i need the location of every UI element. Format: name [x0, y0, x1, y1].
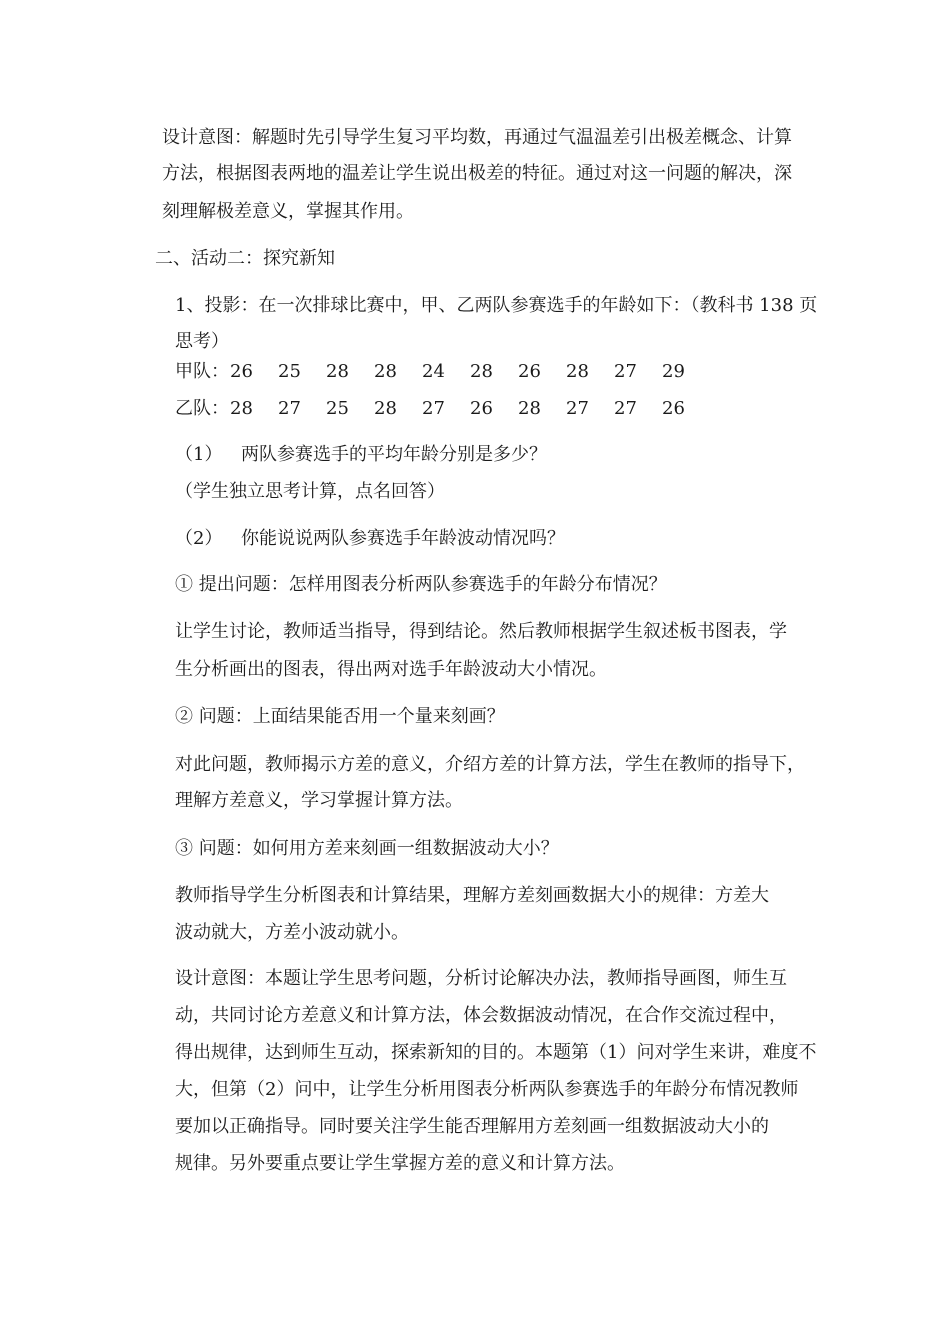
age-value: 25 [278, 361, 301, 382]
age-value: 25 [326, 398, 349, 419]
team-row-jia [175, 360, 735, 384]
question-number: （1） [175, 444, 223, 465]
age-value: 24 [422, 361, 445, 382]
item-1-heading: ① 提出问题：怎样用图表分析两队参赛选手的年龄分布情况？ [175, 574, 667, 595]
item-2-body-line-1: 对此问题，教师揭示方差的意义，介绍方差的计算方法，学生在教师的指导下， [175, 754, 805, 775]
question-text: 你能说说两队参赛选手年龄波动情况吗？ [241, 528, 565, 549]
age-value: 28 [566, 361, 589, 382]
age-value: 27 [566, 398, 589, 419]
age-value: 26 [662, 398, 685, 419]
age-value: 28 [230, 398, 253, 419]
age-value: 27 [278, 398, 301, 419]
design-intent-1-line-2: 方法，根据图表两地的温差让学生说出极差的特征。通过对这一问题的解决，深 [162, 163, 792, 184]
design-intent-2-line-1: 设计意图：本题让学生思考问题，分析讨论解决办法，教师指导画图，师生互 [175, 968, 787, 989]
age-value: 27 [614, 398, 637, 419]
age-value: 28 [470, 361, 493, 382]
projection-line-2: 思考） [175, 331, 229, 352]
age-value: 28 [374, 398, 397, 419]
age-value: 26 [518, 361, 541, 382]
design-intent-2-line-6: 规律。另外要重点要让学生掌握方差的意义和计算方法。 [175, 1153, 625, 1174]
design-intent-2-line-2: 动，共同讨论方差意义和计算方法，体会数据波动情况，在合作交流过程中， [175, 1005, 787, 1026]
item-3-heading: ③ 问题：如何用方差来刻画一组数据波动大小？ [175, 838, 559, 859]
section-heading: 二、活动二：探究新知 [155, 248, 335, 269]
question-1 [175, 443, 775, 467]
team-label: 甲队： [175, 361, 229, 382]
question-number: （2） [175, 528, 223, 549]
design-intent-2-line-4: 大，但第（2）问中，让学生分析用图表分析两队参赛选手的年龄分布情况教师 [175, 1079, 799, 1100]
age-value: 29 [662, 361, 685, 382]
question-1-note: （学生独立思考计算，点名回答） [175, 481, 445, 502]
item-1-body-line-1: 让学生讨论，教师适当指导，得到结论。然后教师根据学生叙述板书图表，学 [175, 621, 787, 642]
item-2-body-line-2: 理解方差意义，学习掌握计算方法。 [175, 790, 463, 811]
projection-line-1: 1、投影：在一次排球比赛中，甲、乙两队参赛选手的年龄如下：（教科书 138 页 [175, 295, 818, 316]
design-intent-2-line-3: 得出规律，达到师生互动，探索新知的目的。本题第（1）问对学生来讲，难度不 [175, 1042, 817, 1063]
age-value: 26 [470, 398, 493, 419]
item-3-body-line-1: 教师指导学生分析图表和计算结果，理解方差刻画数据大小的规律：方差大 [175, 885, 769, 906]
team-row-yi [175, 397, 735, 421]
item-2-heading: ② 问题：上面结果能否用一个量来刻画？ [175, 706, 505, 727]
design-intent-1-line-3: 刻理解极差意义，掌握其作用。 [162, 201, 414, 222]
age-value: 28 [374, 361, 397, 382]
design-intent-2-line-5: 要加以正确指导。同时要关注学生能否理解用方差刻画一组数据波动大小的 [175, 1116, 769, 1137]
question-2 [175, 527, 775, 551]
question-text: 两队参赛选手的平均年龄分别是多少？ [241, 444, 547, 465]
design-intent-1-line-1: 设计意图：解题时先引导学生复习平均数，再通过气温温差引出极差概念、计算 [162, 127, 792, 148]
age-value: 26 [230, 361, 253, 382]
age-value: 28 [518, 398, 541, 419]
item-3-body-line-2: 波动就大，方差小波动就小。 [175, 922, 409, 943]
team-label: 乙队： [175, 398, 229, 419]
age-value: 28 [326, 361, 349, 382]
age-value: 27 [422, 398, 445, 419]
age-value: 27 [614, 361, 637, 382]
item-1-body-line-2: 生分析画出的图表，得出两对选手年龄波动大小情况。 [175, 659, 607, 680]
